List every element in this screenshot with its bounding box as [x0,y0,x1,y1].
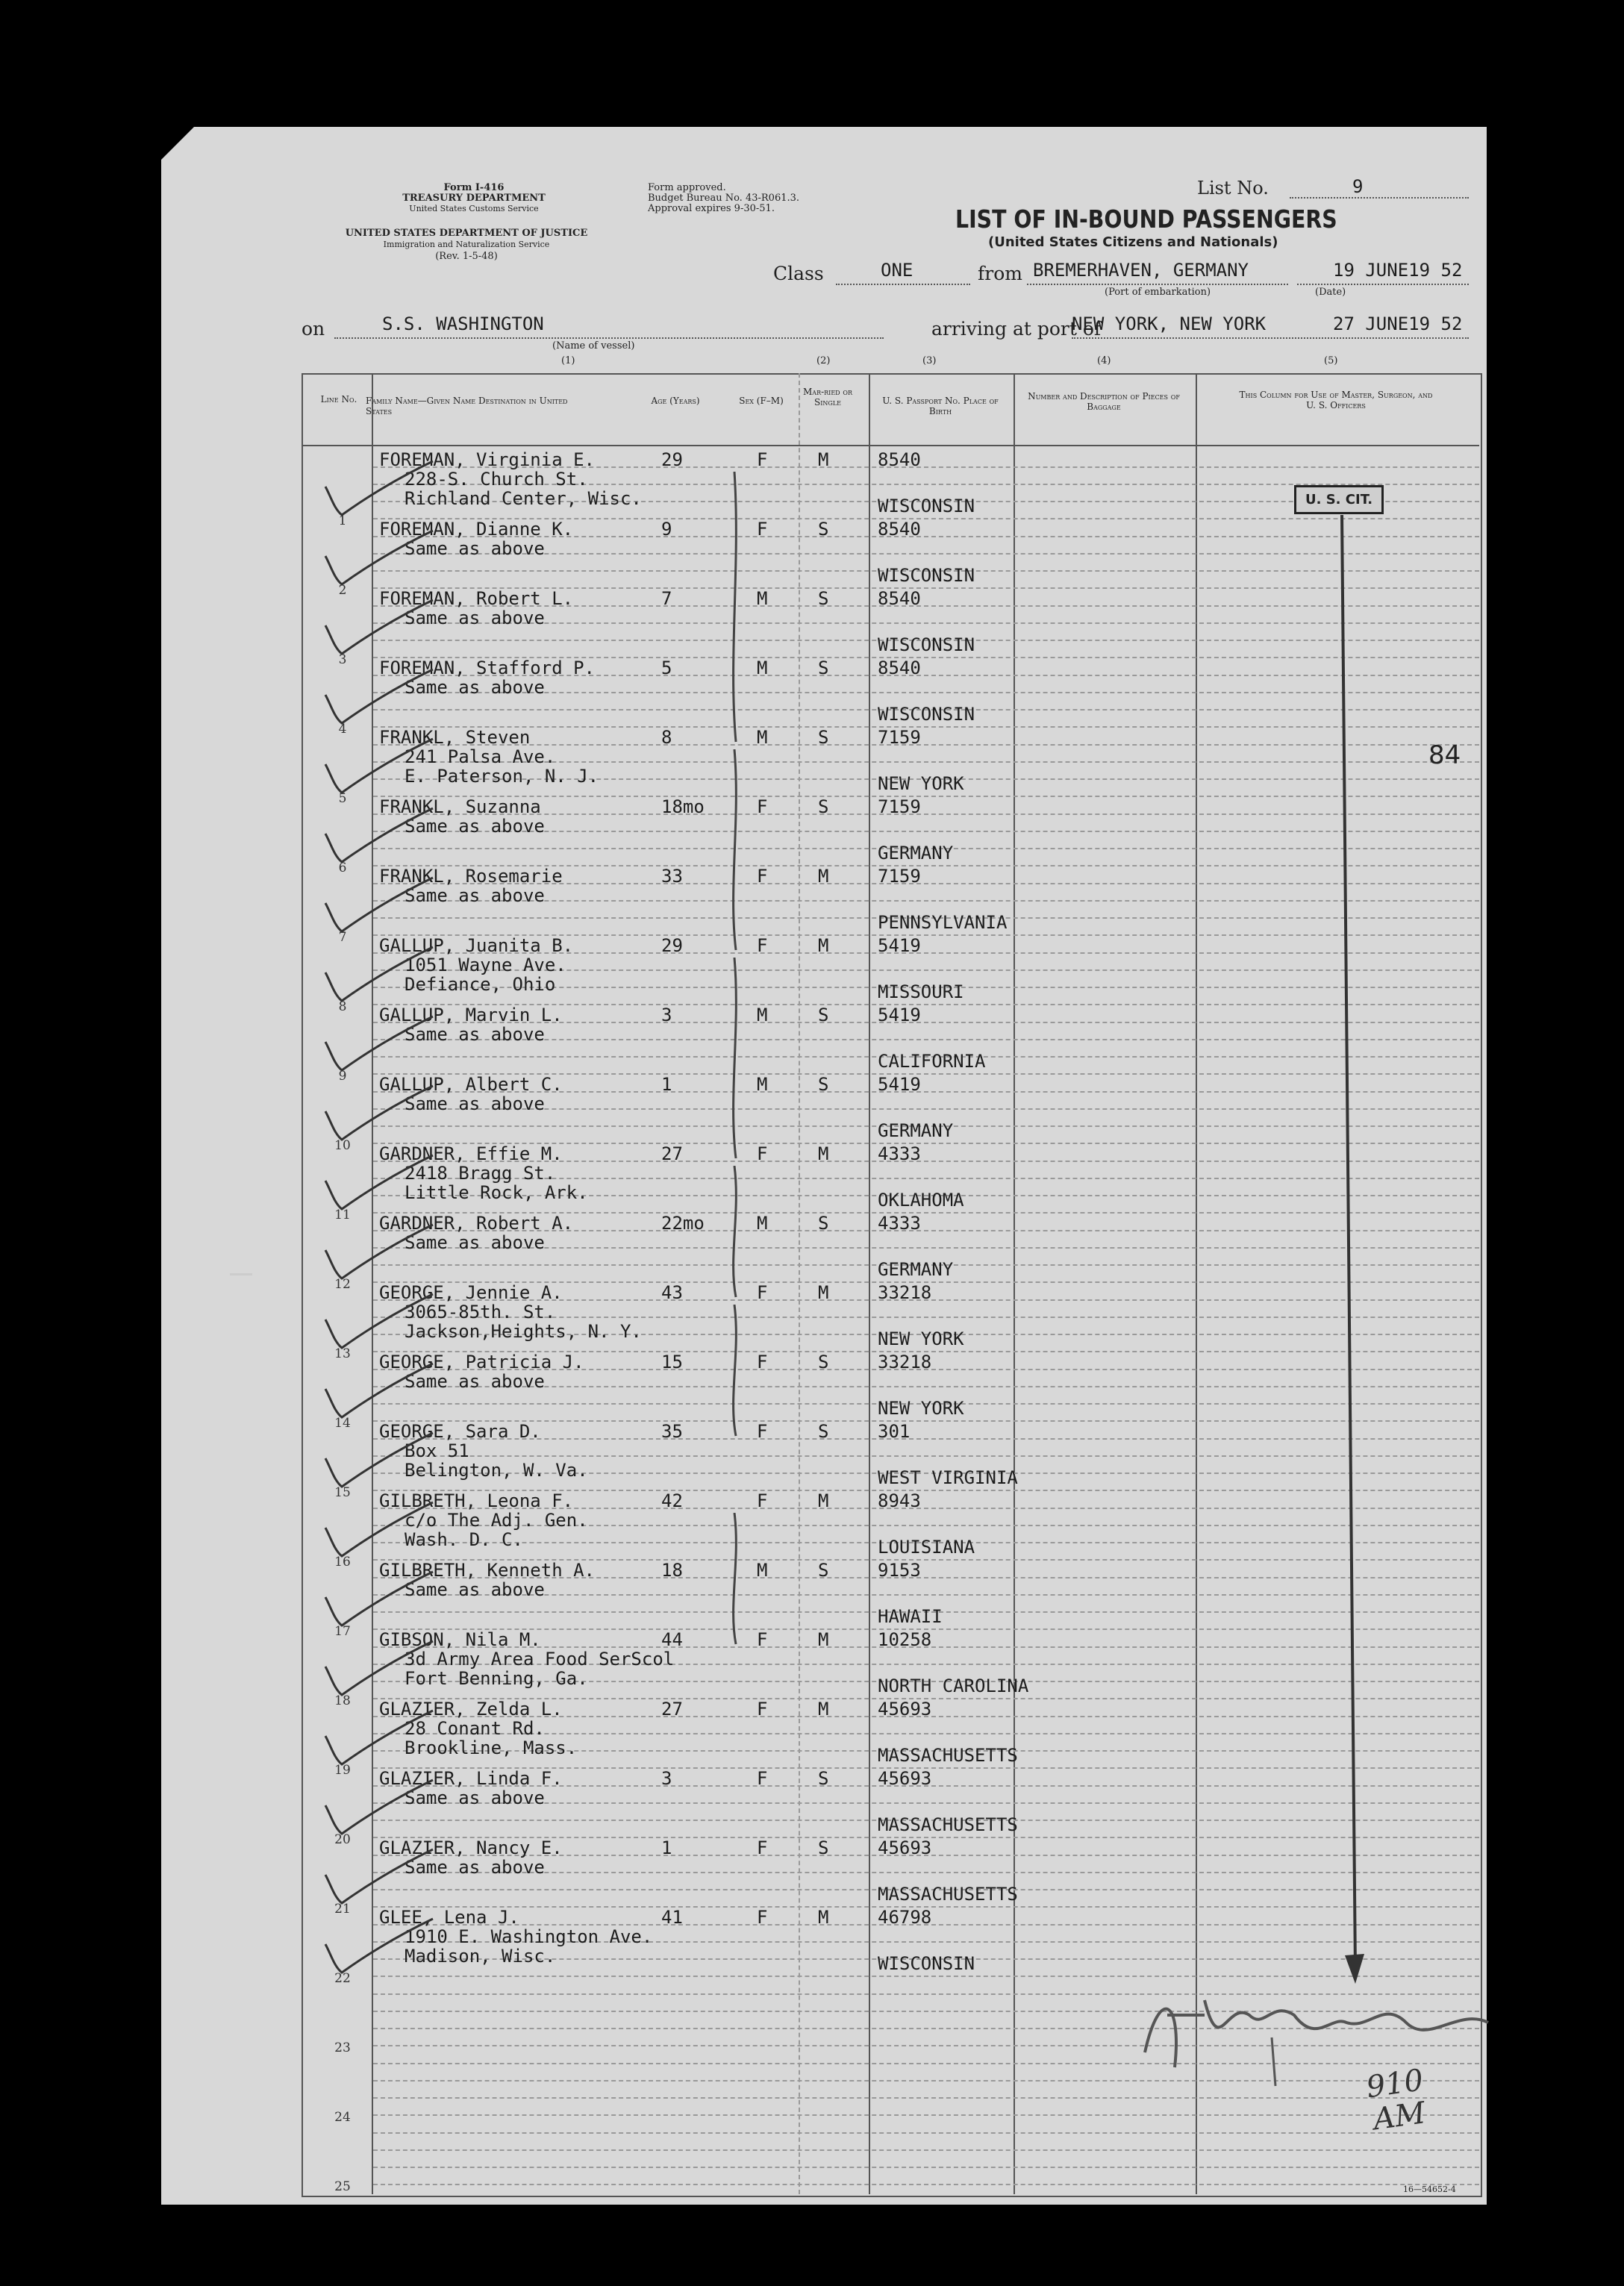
passenger-sex: M [757,658,768,678]
place-of-birth: CALIFORNIA [878,1051,986,1072]
passenger-address-1: Same as above [405,1371,545,1392]
passenger-marital: S [818,1837,829,1858]
passenger-address-1: Same as above [405,677,545,698]
passenger-age: 33 [661,866,683,887]
passenger-age: 42 [661,1490,683,1511]
passport-number: 46798 [878,1907,932,1928]
passport-number: 7159 [878,796,921,817]
passenger-name: GLAZIER, Zelda L. [379,1699,563,1720]
place-of-birth: GERMANY [878,1259,954,1280]
check-mark-icon [321,1498,440,1565]
passenger-sex: F [757,1907,768,1928]
passenger-marital: S [818,1005,829,1025]
passenger-age: 29 [661,935,683,956]
header-line-no: Line No. [320,394,357,405]
passenger-address-2: Defiance, Ohio [405,974,556,995]
passenger-age: 3 [661,1005,672,1025]
place-of-birth: WISCONSIN [878,704,975,725]
row-rule [373,2132,1479,2134]
col-num-2: (2) [816,355,831,366]
passport-number: 301 [878,1421,911,1442]
passenger-marital: S [818,1074,829,1095]
embarkation-caption: (Port of embarkation) [1105,287,1211,298]
check-mark-icon [321,1706,440,1773]
passport-number: 8540 [878,658,921,678]
row-number: 22 [334,1971,351,1986]
margin-note: 84 [1428,740,1461,770]
check-mark-icon [321,1567,440,1634]
col-num-3: (3) [922,355,937,366]
row-number: 23 [334,2040,351,2055]
row-number: 13 [334,1346,351,1361]
passenger-name: GLAZIER, Nancy E. [379,1837,563,1858]
header-passport: U. S. Passport No. Place of Birth [882,396,999,416]
passenger-age: 8 [661,727,672,748]
col-num-1: (1) [561,355,575,366]
passport-number: 5419 [878,1005,921,1025]
time-note: 910 AM [1364,2063,1428,2137]
class-line [836,284,970,285]
passenger-address-1: 241 Palsa Ave. [405,746,556,767]
row-number: 7 [338,930,347,945]
passenger-marital: M [818,866,829,887]
vessel-name: S.S. WASHINGTON [382,313,544,334]
place-of-birth: WISCONSIN [878,496,975,516]
passenger-age: 5 [661,658,672,678]
passenger-name: FRANKL, Suzanna [379,796,541,817]
vessel-caption: (Name of vessel) [552,340,635,352]
row-number: 19 [334,1763,351,1778]
passenger-age: 41 [661,1907,683,1928]
passenger-marital: S [818,658,829,678]
passenger-address-1: 1051 Wayne Ave. [405,955,566,975]
budget-bureau: Budget Bureau No. 43-R061.3. [648,193,800,204]
passenger-age: 44 [661,1629,683,1650]
row-number: 2 [338,583,347,598]
col-divider [1196,373,1197,2194]
folded-corner [161,127,194,160]
bracket-stroke [719,749,749,958]
passenger-address-1: Same as above [405,1232,545,1253]
row-number: 3 [338,652,347,667]
passenger-address-1: Same as above [405,1787,545,1808]
passenger-age: 7 [661,588,672,609]
row-number: 24 [334,2110,351,2125]
us-citizen-stamp: U. S. CIT. [1294,485,1384,514]
passenger-marital: M [818,935,829,956]
passenger-age: 35 [661,1421,683,1442]
passport-number: 45693 [878,1768,932,1789]
row-number: 9 [338,1069,347,1084]
passenger-age: 29 [661,449,683,470]
page-title: LIST OF IN-BOUND PASSENGERS [955,204,1337,234]
passport-number: 5419 [878,1074,921,1095]
row-number: 18 [334,1693,351,1708]
check-mark-icon [321,804,440,871]
class-value: ONE [881,260,914,281]
place-of-birth: WISCONSIN [878,565,975,586]
passenger-address-2: Richland Center, Wisc. [405,488,642,509]
passenger-sex: M [757,1560,768,1581]
place-of-birth: LOUISIANA [878,1537,975,1558]
passenger-sex: F [757,935,768,956]
passenger-marital: S [818,519,829,540]
passenger-sex: F [757,796,768,817]
place-of-birth: OKLAHOMA [878,1190,964,1211]
passenger-name: FRANKL, Steven [379,727,531,748]
place-of-birth: HAWAII [878,1606,943,1627]
row-number: 16 [334,1555,351,1570]
passenger-sex: M [757,1005,768,1025]
passenger-sex: M [757,588,768,609]
passenger-sex: F [757,1629,768,1650]
place-of-birth: WISCONSIN [878,1953,975,1974]
row-rule [373,744,1479,746]
passenger-marital: M [818,1629,829,1650]
passport-number: 8943 [878,1490,921,1511]
passenger-sex: M [757,1074,768,1095]
passenger-sex: F [757,1490,768,1511]
passenger-name: FOREMAN, Robert L. [379,588,574,609]
passenger-sex: F [757,1699,768,1720]
arrival-line [1072,337,1469,339]
passenger-address-1: 3065-85th. St. [405,1302,556,1322]
list-no-label: List No. [1197,178,1269,199]
bracket-stroke [719,958,749,1166]
on-label: on [302,318,325,340]
passenger-address-1: Same as above [405,1093,545,1114]
form-id: Form I-416 [443,182,505,193]
passenger-address-2: Little Rock, Ark. [405,1182,588,1203]
from-label: from [978,263,1022,284]
bracket-stroke [719,1305,749,1443]
passenger-sex: F [757,519,768,540]
header-officers: This Column for Use of Master, Surgeon, and U. S. Officers [1239,390,1433,410]
passenger-age: 27 [661,1699,683,1720]
header-rule [302,445,1479,446]
passenger-sex: F [757,1352,768,1372]
passenger-age: 15 [661,1352,683,1372]
passenger-name: GILBRETH, Kenneth A. [379,1560,595,1581]
passenger-marital: S [818,588,829,609]
arriving-label: arriving at port of [931,318,1102,340]
row-number: 8 [338,999,347,1014]
passenger-name: FRANKL, Rosemarie [379,866,563,887]
dept-treasury: TREASURY DEPARTMENT [402,193,546,204]
passenger-sex: M [757,727,768,748]
place-of-birth: WEST VIRGINIA [878,1467,1018,1488]
page-subtitle: (United States Citizens and Nationals) [988,234,1278,250]
passenger-marital: M [818,1143,829,1164]
passport-number: 5419 [878,935,921,956]
check-mark-icon [321,1151,440,1218]
check-mark-icon [321,596,440,663]
passenger-name: GLEE, Lena J. [379,1907,519,1928]
place-of-birth: MASSACHUSETTS [878,1745,1018,1766]
passenger-name: GARDNER, Robert A. [379,1213,574,1234]
passenger-name: GLAZIER, Linda F. [379,1768,563,1789]
passenger-marital: S [818,1560,829,1581]
bracket-stroke [719,1166,749,1305]
row-number: 17 [334,1624,351,1639]
row-rule [373,2097,1479,2099]
col-divider [799,373,800,2194]
passenger-marital: M [818,1907,829,1928]
passenger-address-1: 228-S. Church St. [405,469,588,490]
revision: (Rev. 1-5-48) [435,251,498,262]
passport-number: 8540 [878,519,921,540]
date-caption: (Date) [1315,287,1346,298]
check-mark-icon [321,943,440,1010]
check-mark-icon [321,1290,440,1357]
passenger-name: GILBRETH, Leona F. [379,1490,574,1511]
row-rule [373,2114,1479,2116]
header-sex: Sex (F–M) [739,396,784,406]
passenger-name: GALLUP, Marvin L. [379,1005,563,1025]
passenger-address-1: Same as above [405,1579,545,1600]
passport-number: 9153 [878,1560,921,1581]
passenger-marital: S [818,1352,829,1372]
from-date-line [1297,284,1469,285]
place-of-birth: GERMANY [878,843,954,864]
passenger-address-2: Madison, Wisc. [405,1946,556,1967]
row-rule [373,1455,1479,1457]
bracket-stroke [719,472,749,749]
passenger-name: FOREMAN, Stafford P. [379,658,595,678]
row-rule [373,2167,1479,2168]
place-of-birth: GERMANY [878,1120,954,1141]
row-rule [373,2149,1479,2151]
row-number: 1 [338,513,347,528]
place-of-birth: NEW YORK [878,1398,964,1419]
passenger-marital: M [818,1490,829,1511]
check-mark-icon [321,873,440,940]
approval-expires: Approval expires 9-30-51. [648,203,775,214]
passenger-address-2: E. Paterson, N. J. [405,766,599,787]
passenger-age: 1 [661,1074,672,1095]
passport-number: 10258 [878,1629,932,1650]
check-mark-icon [321,734,440,802]
embarkation-date: 19 JUNE19 52 [1333,260,1463,281]
port-of-arrival: NEW YORK, NEW YORK [1072,313,1267,334]
passport-number: 45693 [878,1837,932,1858]
dept-treasury-sub: United States Customs Service [409,204,539,213]
row-number: 4 [338,722,347,737]
place-of-birth: MASSACHUSETTS [878,1884,1018,1905]
passenger-marital: S [818,727,829,748]
row-number: 25 [334,2179,351,2194]
place-of-birth: NORTH CAROLINA [878,1676,1029,1696]
place-of-birth: MASSACHUSETTS [878,1814,1018,1835]
passenger-name: GEORGE, Jennie A. [379,1282,563,1303]
passenger-age: 9 [661,519,672,540]
vessel-line [334,337,884,339]
passenger-sex: F [757,1421,768,1442]
form-approved: Form approved. [648,182,726,193]
passenger-address-1: Same as above [405,538,545,559]
passenger-address-1: Box 51 [405,1440,469,1461]
passport-number: 33218 [878,1282,932,1303]
row-number: 21 [334,1902,351,1917]
passenger-sex: F [757,866,768,887]
row-number: 11 [334,1208,351,1222]
passenger-name: GARDNER, Effie M. [379,1143,563,1164]
passenger-name: FOREMAN, Virginia E. [379,449,595,470]
col-divider [869,373,870,2194]
place-of-birth: WISCONSIN [878,634,975,655]
check-mark-icon [321,665,440,732]
passenger-address-2: Brookline, Mass. [405,1737,578,1758]
check-arrow-line [1328,515,1388,2008]
row-rule [373,2184,1479,2185]
passenger-age: 18 [661,1560,683,1581]
passenger-sex: F [757,1837,768,1858]
list-no: 9 [1352,176,1364,197]
passenger-marital: S [818,796,829,817]
header-name: Family Name—Given Name Destination in United States [366,396,568,416]
port-of-embarkation: BREMERHAVEN, GERMANY [1033,260,1249,281]
passenger-marital: M [818,1282,829,1303]
inspector-signature [1122,1970,1511,2075]
passenger-address-1: Same as above [405,1857,545,1878]
passenger-marital: M [818,1699,829,1720]
row-number: 12 [334,1277,351,1292]
header-baggage: Number and Description of Pieces of Baggage [1028,391,1180,412]
passenger-name: GIBSON, Nila M. [379,1629,541,1650]
passenger-name: GALLUP, Albert C. [379,1074,563,1095]
check-mark-icon [321,526,440,593]
row-number: 14 [334,1416,351,1431]
passenger-address-1: Same as above [405,1024,545,1045]
col-num-5: (5) [1324,355,1338,366]
passport-number: 4333 [878,1143,921,1164]
passenger-address-1: 2418 Bragg St. [405,1163,556,1184]
row-rule [373,726,1479,728]
passenger-age: 18mo [661,796,705,817]
check-mark-icon [321,1637,440,1704]
row-number: 20 [334,1832,351,1847]
passport-number: 7159 [878,727,921,748]
passenger-address-1: 1910 E. Washington Ave. [405,1926,653,1947]
passenger-address-1: c/o The Adj. Gen. [405,1510,588,1531]
check-mark-icon [321,1845,440,1912]
check-mark-icon [321,1914,440,1981]
passenger-address-2: Belington, W. Va. [405,1460,588,1481]
check-mark-icon [321,457,440,524]
check-mark-icon [321,1359,440,1426]
passport-number: 7159 [878,866,921,887]
passenger-age: 27 [661,1143,683,1164]
col-divider [1014,373,1015,2194]
passenger-address-2: Fort Benning, Ga. [405,1668,588,1689]
passenger-sex: F [757,1282,768,1303]
passenger-sex: F [757,449,768,470]
header-married: Mar-ried or Single [803,387,852,407]
passenger-address-2: Wash. D. C. [405,1529,523,1550]
passenger-address-1: Same as above [405,608,545,628]
place-of-birth: NEW YORK [878,1328,964,1349]
check-mark-icon [321,1081,440,1149]
passenger-sex: F [757,1768,768,1789]
passenger-name: GALLUP, Juanita B. [379,935,574,956]
passenger-address-1: Same as above [405,816,545,837]
passenger-age: 3 [661,1768,672,1789]
row-number: 6 [338,861,347,875]
passenger-age: 43 [661,1282,683,1303]
header-age: Age (Years) [651,396,700,406]
check-mark-icon [321,1428,440,1496]
passenger-address-1: 3d Army Area Food SerScol [405,1649,675,1670]
passenger-address-1: Same as above [405,885,545,906]
footer-code: 16—54652-4 [1403,2184,1456,2194]
passenger-name: GEORGE, Patricia J. [379,1352,584,1372]
check-mark-icon [321,1012,440,1079]
place-of-birth: MISSOURI [878,981,964,1002]
passenger-name: FOREMAN, Dianne K. [379,519,574,540]
passenger-age: 22mo [661,1213,705,1234]
passport-number: 4333 [878,1213,921,1234]
row-number: 15 [334,1485,351,1500]
row-number: 10 [334,1138,351,1153]
dept-justice-sub: Immigration and Naturalization Service [383,240,550,249]
row-number: 5 [338,791,347,806]
passport-number: 33218 [878,1352,932,1372]
passenger-age: 1 [661,1837,672,1858]
list-no-line [1290,197,1469,199]
passenger-marital: S [818,1768,829,1789]
margin-dash [230,1273,252,1275]
col-num-4: (4) [1097,355,1111,366]
dept-justice: UNITED STATES DEPARTMENT OF JUSTICE [345,228,588,239]
passenger-marital: M [818,449,829,470]
place-of-birth: NEW YORK [878,773,964,794]
passport-number: 45693 [878,1699,932,1720]
passport-number: 8540 [878,449,921,470]
place-of-birth: PENNSYLVANIA [878,912,1008,933]
check-mark-icon [321,1776,440,1843]
passenger-marital: S [818,1421,829,1442]
bracket-stroke [719,1513,749,1652]
passenger-address-2: Jackson,Heights, N. Y. [405,1321,642,1342]
class-label: Class [773,263,824,284]
passenger-address-1: 28 Conant Rd. [405,1718,545,1739]
passenger-name: GEORGE, Sara D. [379,1421,541,1442]
passport-number: 8540 [878,588,921,609]
from-line [1027,284,1288,285]
passenger-sex: M [757,1213,768,1234]
passenger-sex: F [757,1143,768,1164]
check-mark-icon [321,1220,440,1287]
passenger-marital: S [818,1213,829,1234]
arrival-date: 27 JUNE19 52 [1333,313,1463,334]
